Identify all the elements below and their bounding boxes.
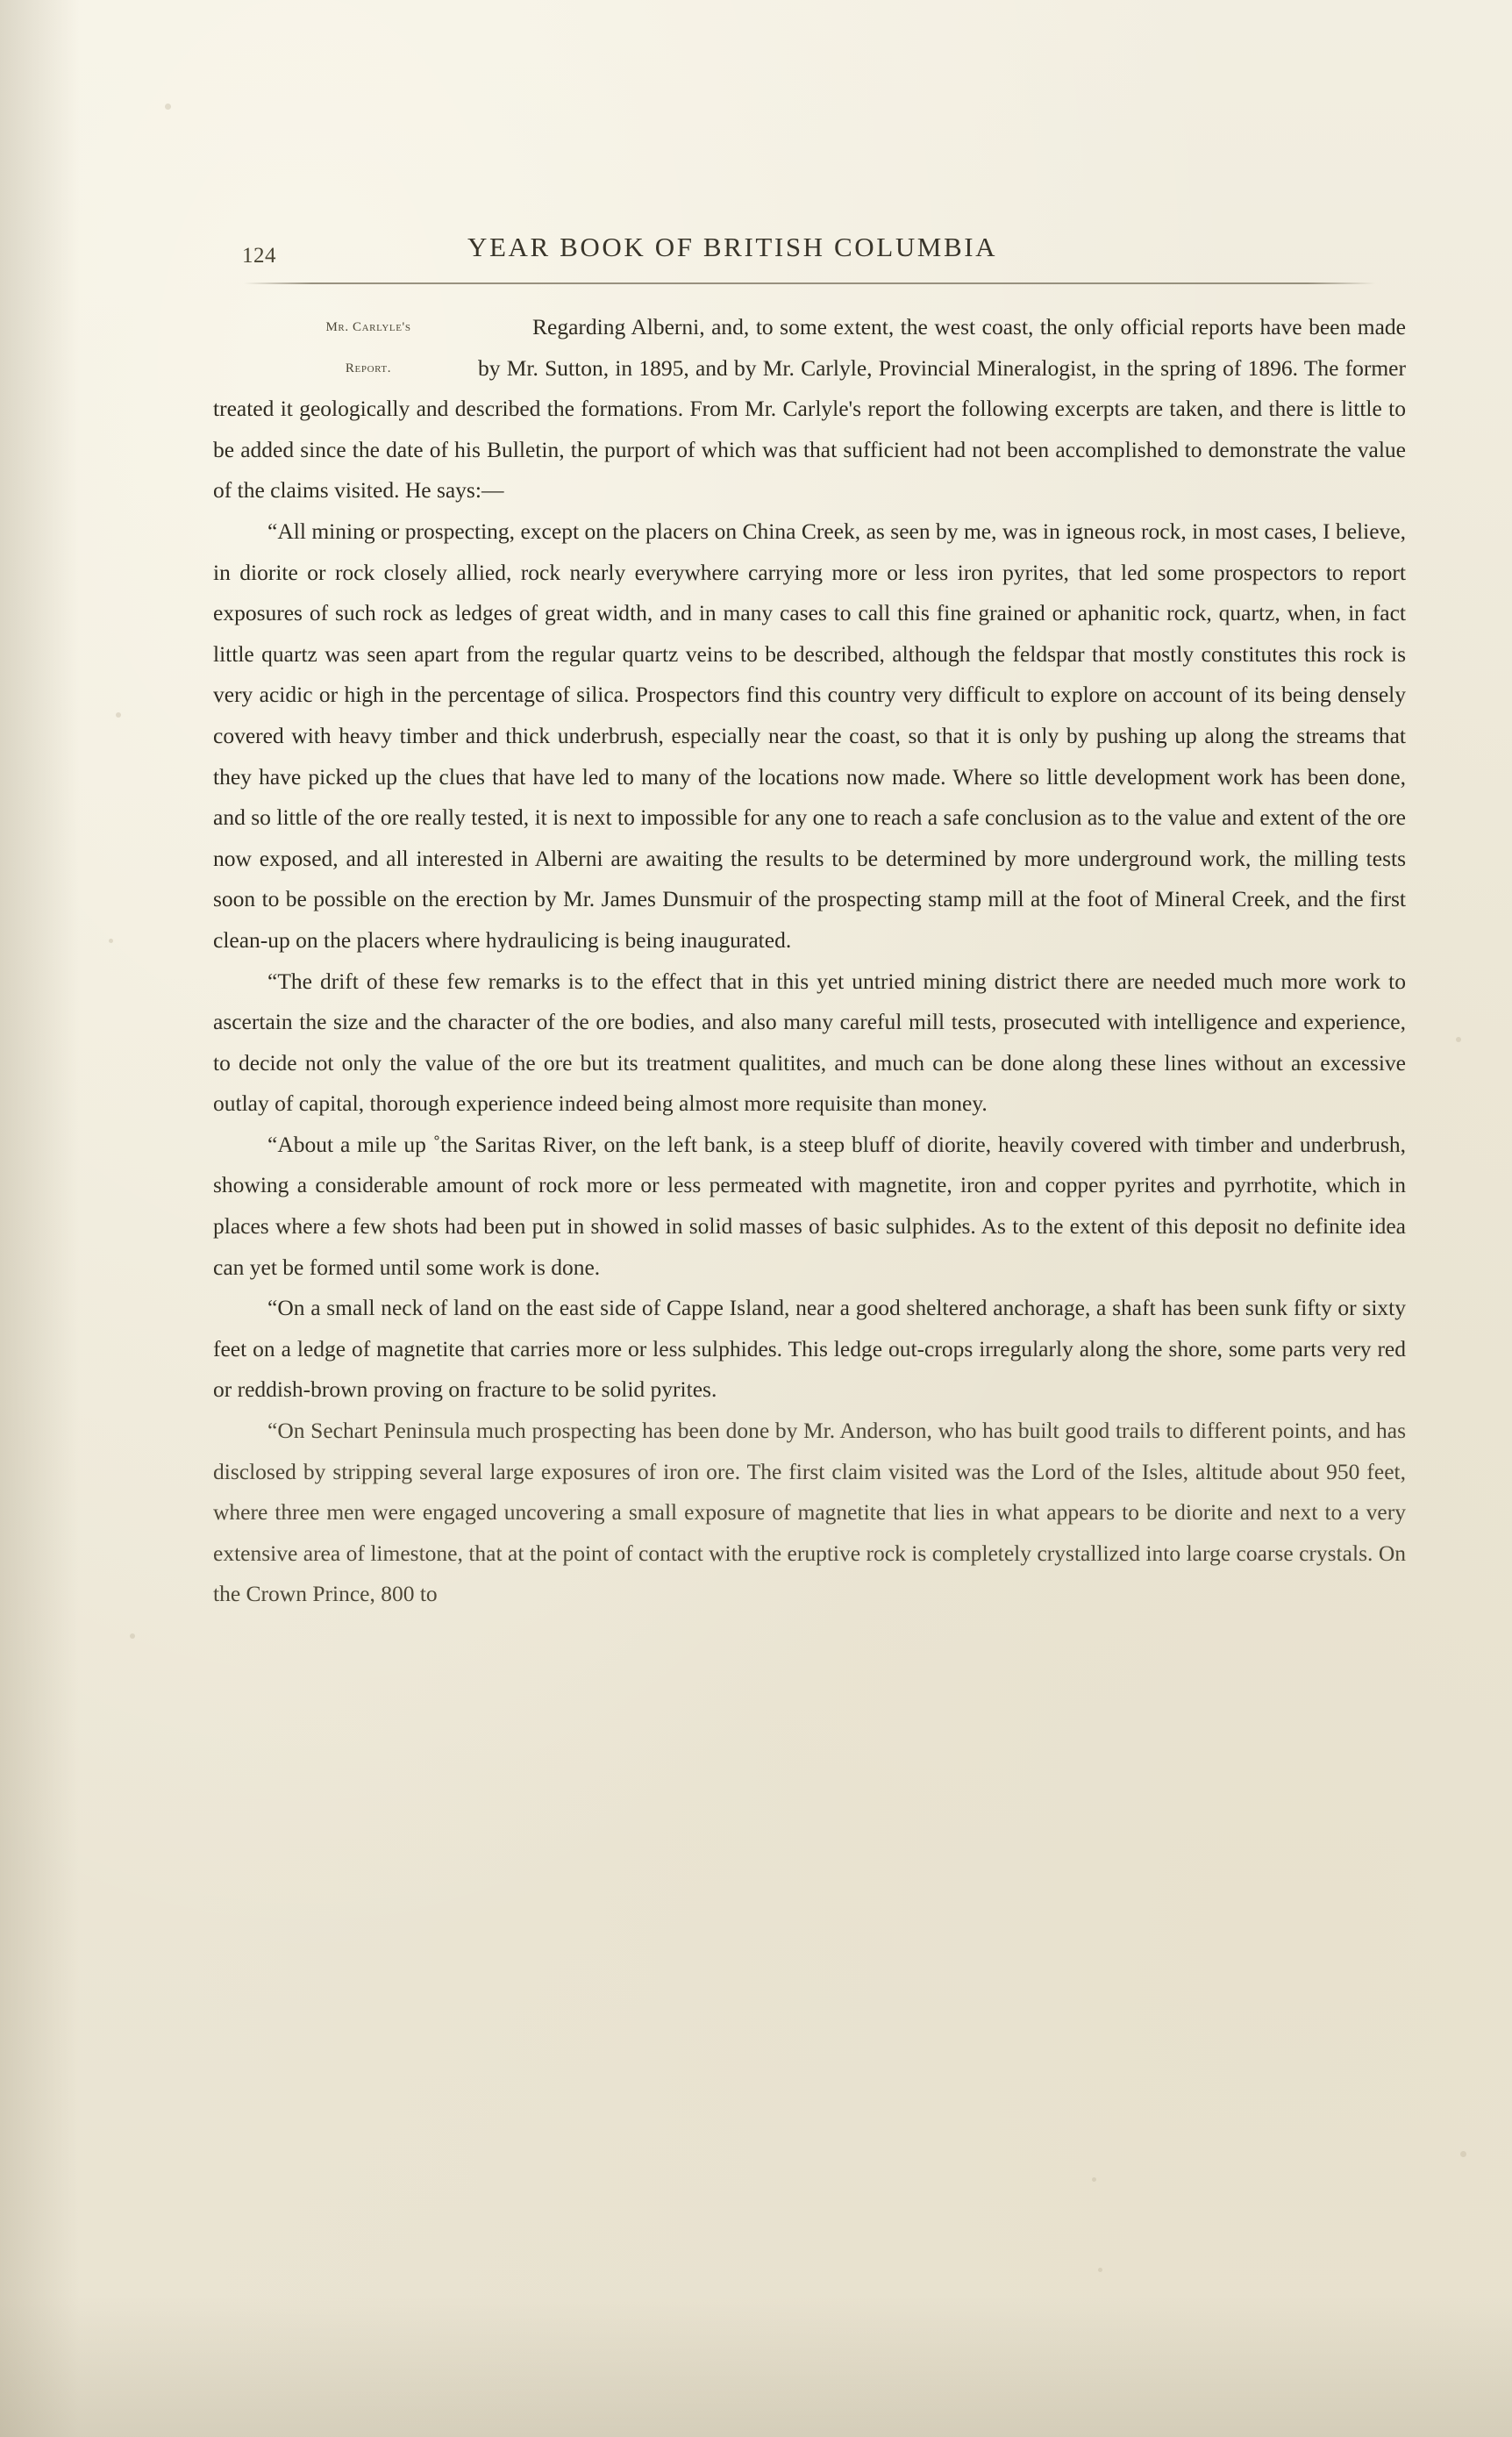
paragraph-3: “The drift of these few remarks is to the effect that in this yet untried mining district there are needed much more work to ascertain the size and the character of the ore bodies, and also many careful mill tests, prosecuted with intelligence and experience, to decide not only the value of the ore but its treatment qualitites, and much can be done along these lines without an excessive outlay of capital, thorough experience indeed being almost more requisite than money. — [213, 968, 1406, 1117]
paragraph-5: “On a small neck of land on the east side of Cappe Island, near a good sheltered anchorage, a shaft has been sunk fifty or sixty feet on a ledge of magnetite that carries more or less sulphides. This ledge out-crops irregularly along the shore, some parts very red or reddish-brown proving on fracture to be solid pyrites. — [213, 1295, 1406, 1403]
paper-speck — [1092, 2177, 1096, 2182]
page-body-text — [213, 307, 1406, 1615]
header-rule — [244, 282, 1375, 284]
page-edge-shadow-bottom — [0, 2297, 1512, 2437]
paragraph-6: “On Sechart Peninsula much prospecting has been done by Mr. Anderson, who has built good trails to different points, and has disclosed by stripping several large exposures of iron ore. The first claim visited was the Lord of the Isles, altitude about 950 feet, where three men were engaged uncovering a small exposure of magnetite that lies in what appears to be diorite and next to a very extensive area of limestone, that at the point of contact with the eruptive rock is completely crystallized into large coarse crystals. On the Crown Prince, 800 to — [213, 1418, 1406, 1607]
first-paragraph-block — [213, 307, 1406, 511]
paragraph-1: Regarding Alberni, and, to some extent, the west coast, the only official reports have been made by Mr. Sutton, in 1895, and by Mr. Carlyle, Provincial Mineralogist, in the spring of 1896. The former treated it geologically and described the formations. From Mr. Carlyle's report the following excerpts are taken, and there is little to be added since the date of his Bulletin, the purport of which was that sufficient had not been accomplished to demonstrate the value of the claims visited. He says:— — [213, 314, 1406, 504]
running-head-title: YEAR BOOK OF BRITISH COLUMBIA — [467, 232, 998, 262]
page-edge-shadow-left — [0, 0, 79, 2437]
marginal-note-line-2: Report. — [345, 361, 392, 375]
paragraph-2: “All mining or prospecting, except on the placers on China Creek, as seen by me, was in igneous rock, in most cases, I believe, in diorite or rock closely allied, rock nearly everywhere carrying more or less iron pyrites, that led some prospectors to report exposures of such rock as ledges of great width, and in many cases to call this fine grained or aphanitic rock, quartz, when, in fact little quartz was seen apart from the regular quartz veins to be described, although the feldspar that mostly constitutes this rock is very acidic or high in the percentage of silica. Prospectors find this country very difficult to explore on account of its being densely covered with heavy timber and thick underbrush, especially near the coast, so that it is only by pushing up along the streams that they have picked up the clues that have led to many of the locations now made. Where so little development work has been done, and so little of the ore really tested, it is next to impossible for any one to reach a safe conclusion as to the value and extent of the ore now exposed, and all interested in Alberni are awaiting the results to be determined by more underground work, the milling tests soon to be possible on the erection by Mr. James Dunsmuir of the prospecting stamp mill at the foot of Mineral Creek, and the first clean-up on the placers where hydraulicing is being inaugurated. — [213, 518, 1406, 953]
paper-speck — [130, 1633, 135, 1639]
marginal-note — [213, 307, 478, 389]
page-number: 124 — [242, 244, 276, 268]
marginal-note-line-1: Mr. Carlyle's — [325, 320, 411, 334]
paper-speck — [165, 104, 171, 110]
paper-speck — [1456, 1037, 1461, 1042]
paper-speck — [1098, 2268, 1102, 2272]
paragraph-4: “About a mile up ˚the Saritas River, on the left bank, is a steep bluff of diorite, heavily covered with timber and underbrush, showing a considerable amount of rock more or less permeated with magnetite, iron and copper pyrites and pyrrhotite, which in places where a few shots had been put in showed in solid masses of basic sulphides. As to the extent of this deposit no definite idea can yet be formed until some work is done. — [213, 1131, 1406, 1280]
paper-speck — [1460, 2151, 1466, 2157]
paper-speck — [116, 712, 121, 718]
page-header — [213, 228, 1406, 277]
page-content — [213, 228, 1406, 1607]
paper-speck — [109, 939, 113, 943]
